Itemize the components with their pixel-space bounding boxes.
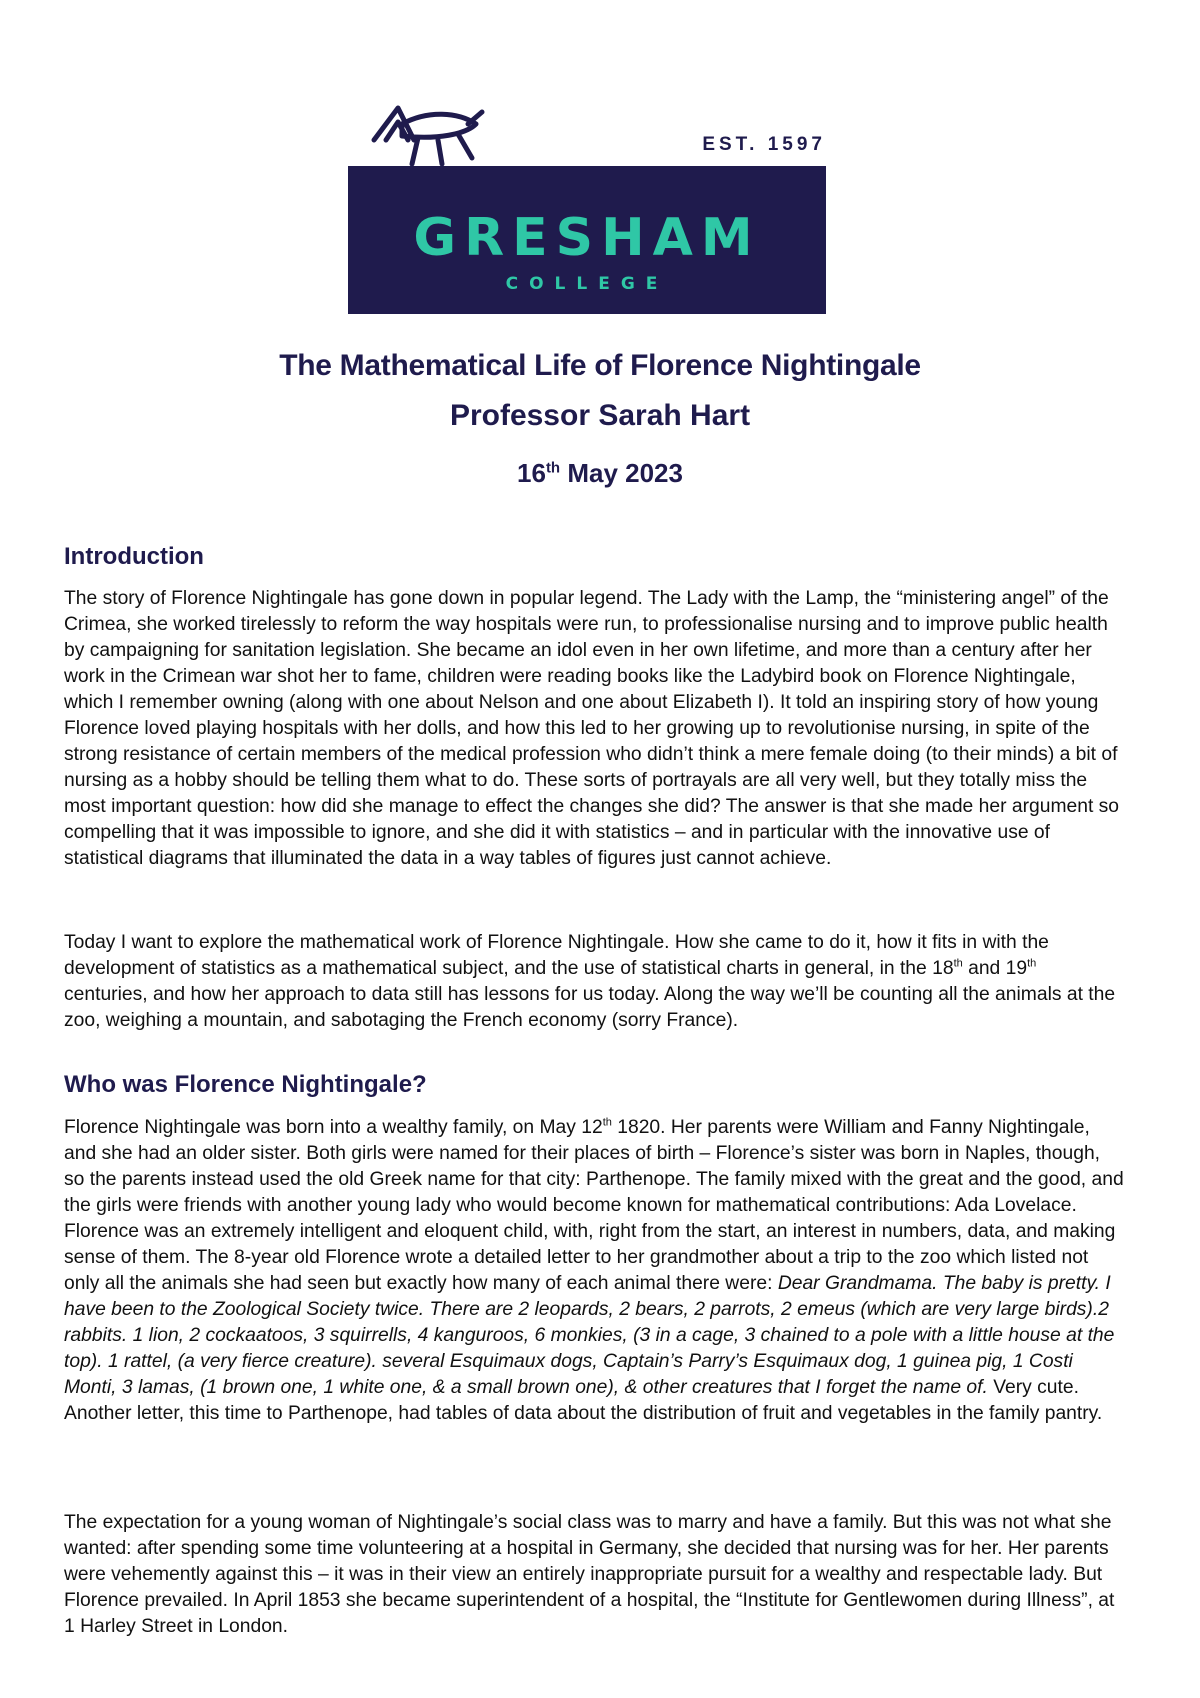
logo-name-text: GRESHAM: [413, 208, 761, 268]
who-paragraph-2: The expectation for a young woman of Nightingale’s social class was to marry and have a family. But this was not what she wanted: after spending some time volunteering at a hospital in Germany, she decided that nursing was for her. Her parents were vehemently against this – it was in their view an entirely inappropriate pursuit for a wealthy and respectable lady. But Florence prevailed. In April 1853 she became superintendent of a hospital, the “Institute for Gentlewomen during Illness”, at 1 Harley Street in London.: [64, 1512, 1115, 1637]
grandmama-letter-quote: Dear Grandmama. The baby is pretty. I have been to the Zoological Society twice. There are 2 leopards, 2 bears, 2 parrots, 2 emeus (which are very large birds).2 rabbits. 1 lion, 2 cockaatoos, 3 squirrells, 4 kanguroos, 6 monkies, (3 in a cage, 3 chained to a pole with a little house at the top). 1 rattel, (a very fierce creature). several Esquimaux dogs, Captain’s Parry’s Esquimaux dog, 1 guinea pig, 1 Costi Monti, 3 lamas, (1 brown one, 1 white one, & a small brown one), & other creatures that I forget the name of.: [64, 1273, 1115, 1398]
gresham-college-logo: [348, 100, 826, 315]
logo-subtitle-text: COLLEGE: [505, 274, 669, 294]
logo-established-text: EST. 1597: [702, 134, 826, 155]
document-date: 16th May 2023: [517, 458, 683, 488]
document-title: The Mathematical Life of Florence Nightingale: [279, 349, 921, 382]
grasshopper-icon: [368, 100, 488, 172]
intro-paragraph-2: Today I want to explore the mathematical work of Florence Nightingale. How she came to do it, how it fits in with the development of statistics as a mathematical subject, and the use of statistical charts in general, in the 18th and 19th centuries, and how her approach to data still has lessons for us today. Along the way we’ll be counting all the animals at the zoo, weighing a mountain, and sabotaging the French economy (sorry France).: [64, 932, 1116, 1031]
heading-introduction: Introduction: [64, 543, 204, 570]
heading-who-was-florence: Who was Florence Nightingale?: [64, 1071, 427, 1098]
who-paragraph-1: Florence Nightingale was born into a wealthy family, on May 12th 1820. Her parents were William and Fanny Nightingale, and she had an older sister. Both girls were named for their places of birth – Florence’s sister was born in Naples, though, so the parents instead used the old Greek name for that city: Parthenope. The family mixed with the great and the good, and the girls were friends with another young lady who would become known for mathematical contributions: Ada Lovelace. Florence was an extremely intelligent and eloquent child, with, right from the start, an interest in numbers, data, and making sense of them. The 8-year old Florence wrote a detailed letter to her grandmother about a trip to the zoo which listed not only all the animals she had seen but exactly how many of each animal there were: Dear Grandmama. The baby is pretty. I have been to the Zoological Society twice. There are 2 leopards, 2 bears, 2 parrots, 2 emeus (which are very large birds).2 rabbits. 1 lion, 2 cockaatoos, 3 squirrells, 4 kanguroos, 6 monkies, (3 in a cage, 3 chained to a pole with a little house at the top). 1 rattel, (a very fierce creature). several Esquimaux dogs, Captain’s Parry’s Esquimaux dog, 1 guinea pig, 1 Costi Monti, 3 lamas, (1 brown one, 1 white one, & a small brown one), & other creatures that I forget the name of. Very cute. Another letter, this time to Parthenope, had tables of data about the distribution of fruit and vegetables in the family pantry.: [64, 1116, 1124, 1424]
intro-paragraph-1: The story of Florence Nightingale has gone down in popular legend. The Lady with the Lamp, the “ministering angel” of the Crimea, she worked tirelessly to reform the way hospitals were run, to professionalise nursing and to improve public health by campaigning for sanitation legislation. She became an idol even in her own lifetime, and more than a century after her work in the Crimean war shot her to fame, children were reading books like the Ladybird book on Florence Nightingale, which I remember owning (along with one about Nelson and one about Elizabeth I). It told an inspiring story of how young Florence loved playing hospitals with her dolls, and how this led to her growing up to revolutionise nursing, in spite of the strong resistance of certain members of the medical profession who didn’t think a mere female doing (to their minds) a bit of nursing as a hobby should be telling them what to do. These sorts of portrayals are all very well, but they totally miss the most important question: how did she manage to effect the changes she did? The answer is that she made her argument so compelling that it was impossible to ignore, and she did it with statistics – and in particular with the innovative use of statistical diagrams that illuminated the data in a way tables of figures just cannot achieve.: [64, 588, 1120, 869]
document-author: Professor Sarah Hart: [449, 399, 751, 432]
